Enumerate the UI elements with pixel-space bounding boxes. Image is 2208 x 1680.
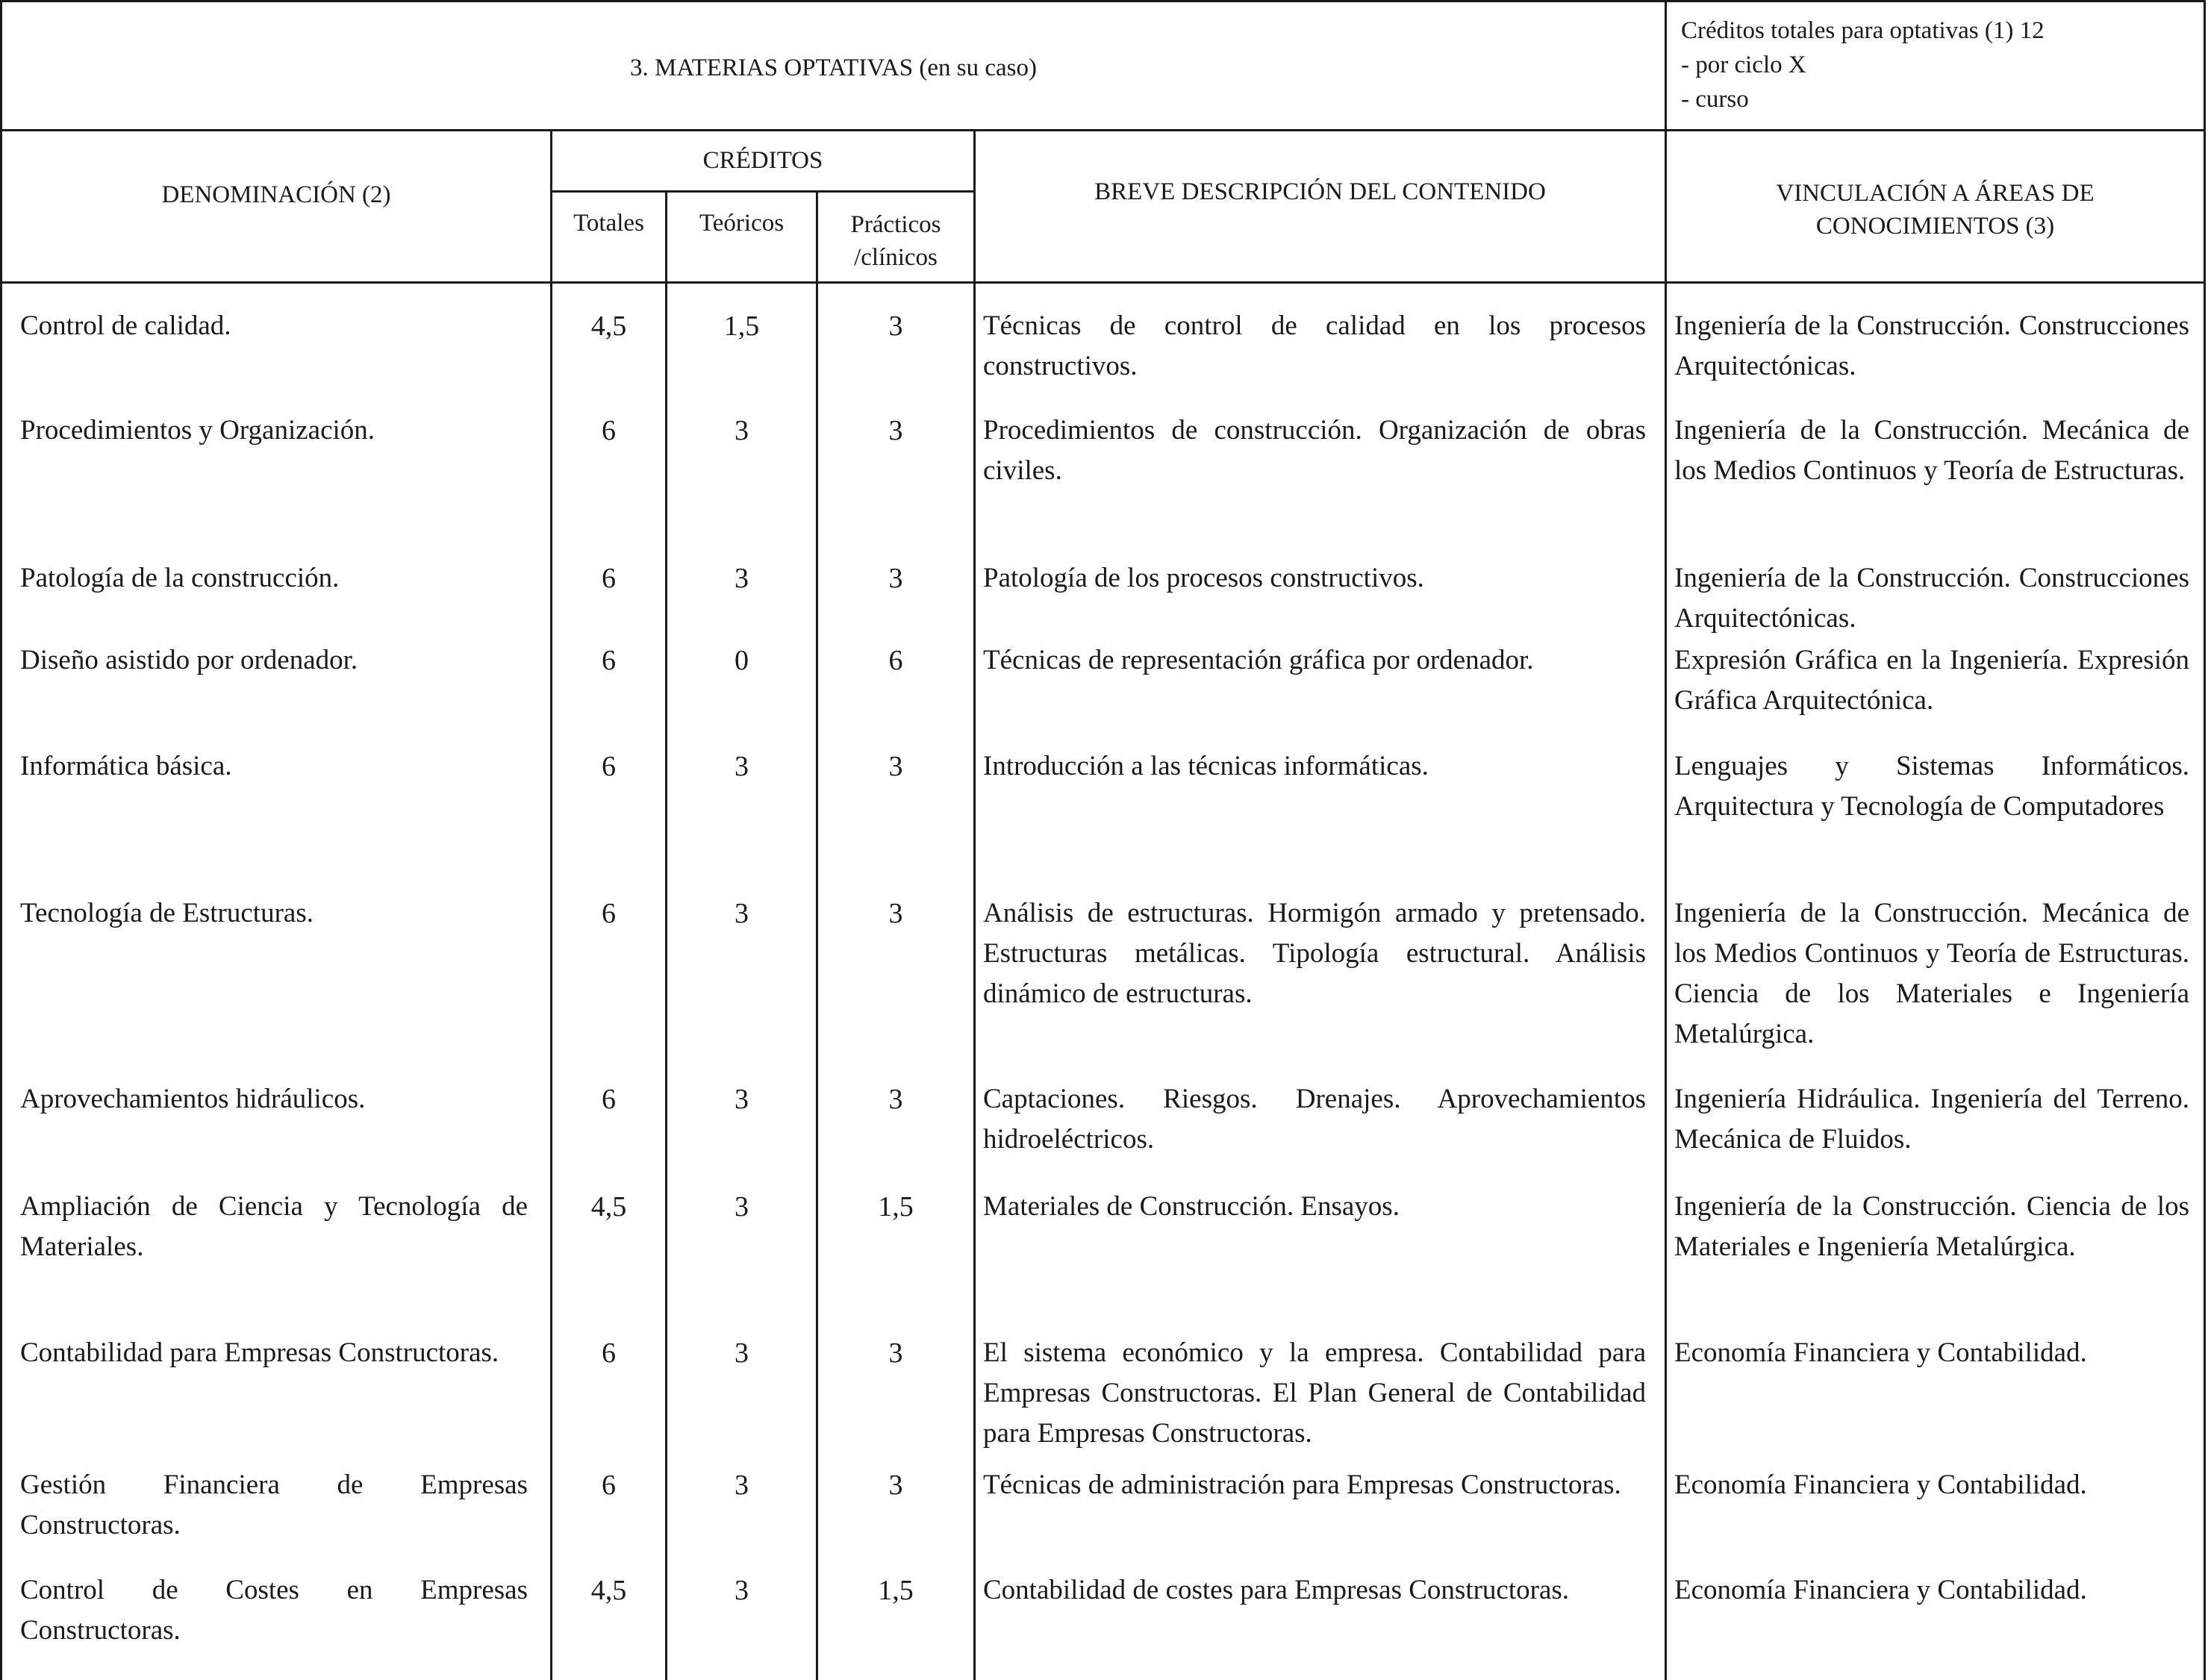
row-areas: Ingeniería Hidráulica. Ingeniería del Terreno. Mecánica de Fluidos. — [1674, 1084, 2189, 1155]
row-name: Control de calidad. — [20, 310, 231, 341]
row-practicos: 3 — [888, 751, 903, 782]
row-practicos: 3 — [888, 898, 903, 929]
title-bottom-border — [0, 129, 2206, 131]
section-title: 3. MATERIAS OPTATIVAS (en su caso) — [630, 54, 1037, 81]
row-areas: Expresión Gráfica en la Ingeniería. Expresión Gráfica Arquitectónica. — [1674, 645, 2189, 716]
row-teoricos: 3 — [735, 898, 749, 929]
row-teoricos: 1,5 — [723, 310, 760, 342]
row-practicos: 6 — [888, 645, 903, 676]
row-teoricos: 3 — [735, 1470, 749, 1501]
row-totales: 4,5 — [590, 1575, 627, 1606]
row-teoricos: 3 — [735, 1191, 749, 1222]
row-descripcion: Introducción a las técnicas informáticas. — [983, 751, 1429, 781]
row-name: Aprovechamientos hidráulicos. — [20, 1084, 366, 1114]
col-header-totales: Totales — [573, 210, 644, 237]
row-teoricos: 3 — [735, 1084, 749, 1115]
row-practicos: 1,5 — [878, 1575, 914, 1606]
row-areas: Ingeniería de la Construcción. Construcciones Arquitectónicas. — [1674, 310, 2189, 381]
row-name: Procedimientos y Organización. — [20, 415, 375, 446]
row-name: Informática básica. — [20, 751, 232, 781]
row-teoricos: 0 — [735, 645, 749, 676]
row-descripcion: Procedimientos de construcción. Organización de obras civiles. — [983, 415, 1646, 486]
row-areas: Ingeniería de la Construcción. Mecánica de los Medios Continuos y Teoría de Estructuras. — [1674, 415, 2189, 486]
row-name: Diseño asistido por ordenador. — [20, 645, 358, 675]
creditos-divider — [552, 190, 975, 193]
row-teoricos: 3 — [735, 751, 749, 782]
row-areas: Economía Financiera y Contabilidad. — [1674, 1575, 2087, 1605]
por-ciclo-line: - por ciclo X — [1681, 51, 1806, 78]
credits-total-line: Créditos totales para optativas (1) 12 — [1681, 17, 2045, 44]
col-header-vinculacion-1: VINCULACIÓN A ÁREAS DE — [1776, 180, 2095, 207]
left-border — [0, 0, 2, 1680]
row-totales: 6 — [602, 1084, 616, 1115]
row-totales: 6 — [602, 751, 616, 782]
header-bottom-border — [0, 281, 2206, 284]
row-name: Contabilidad para Empresas Constructoras. — [20, 1337, 499, 1368]
col-header-descripcion: BREVE DESCRIPCIÓN DEL CONTENIDO — [1094, 178, 1546, 205]
curso-line: - curso — [1681, 86, 1749, 113]
row-practicos: 3 — [888, 1337, 903, 1369]
row-practicos: 3 — [888, 415, 903, 446]
row-practicos: 3 — [888, 1470, 903, 1501]
row-teoricos: 3 — [735, 563, 749, 594]
row-name: Gestión Financiera de Empresas Constructoras. — [20, 1470, 528, 1540]
row-areas: Economía Financiera y Contabilidad. — [1674, 1470, 2087, 1500]
col-header-practicos-1: Prácticos — [850, 211, 941, 238]
row-teoricos: 3 — [735, 1337, 749, 1369]
col-header-creditos: CRÉDITOS — [702, 147, 823, 174]
col-header-practicos-2: /clínicos — [854, 244, 938, 271]
row-name: Control de Costes en Empresas Constructoras. — [20, 1575, 528, 1646]
row-areas: Economía Financiera y Contabilidad. — [1674, 1337, 2087, 1368]
row-totales: 6 — [602, 415, 616, 446]
col-header-denominacion: DENOMINACIÓN (2) — [161, 181, 391, 208]
col-header-vinculacion-2: CONOCIMIENTOS (3) — [1815, 213, 2055, 240]
row-descripcion: Contabilidad de costes para Empresas Constructoras. — [983, 1575, 1570, 1605]
row-name: Tecnología de Estructuras. — [20, 898, 314, 928]
row-areas: Ingeniería de la Construcción. Construcciones Arquitectónicas. — [1674, 563, 2189, 634]
col-header-teoricos: Teóricos — [699, 210, 785, 237]
row-practicos: 1,5 — [878, 1191, 914, 1222]
row-totales: 6 — [602, 563, 616, 594]
row-practicos: 3 — [888, 563, 903, 594]
row-areas: Ingeniería de la Construcción. Mecánica de los Medios Continuos y Teoría de Estructuras. Ciencia de los Materiales e Ingeniería Metalúrgica. — [1674, 898, 2189, 1049]
row-descripcion: Captaciones. Riesgos. Drenajes. Aprovechamientos hidroeléctricos. — [983, 1084, 1646, 1155]
right-border — [2204, 0, 2206, 1680]
row-name: Ampliación de Ciencia y Tecnología de Materiales. — [20, 1191, 528, 1262]
col-divider-areas — [1665, 0, 1667, 1680]
row-descripcion: Técnicas de representación gráfica por ordenador. — [983, 645, 1534, 675]
row-areas: Ingeniería de la Construcción. Ciencia de los Materiales e Ingeniería Metalúrgica. — [1674, 1191, 2189, 1262]
row-totales: 4,5 — [590, 1191, 627, 1222]
row-totales: 6 — [602, 645, 616, 676]
row-totales: 6 — [602, 1337, 616, 1369]
row-teoricos: 3 — [735, 415, 749, 446]
col-divider-desc — [973, 129, 976, 1680]
row-descripcion: Materiales de Construcción. Ensayos. — [983, 1191, 1400, 1222]
row-descripcion: Técnicas de control de calidad en los procesos constructivos. — [983, 310, 1646, 381]
row-descripcion: El sistema económico y la empresa. Contabilidad para Empresas Constructoras. El Plan General de Contabilidad para Empresas Constructoras. — [983, 1337, 1646, 1449]
row-descripcion: Técnicas de administración para Empresas Constructoras. — [983, 1470, 1621, 1500]
row-practicos: 3 — [888, 310, 903, 342]
row-totales: 6 — [602, 1470, 616, 1501]
row-name: Patología de la construcción. — [20, 563, 340, 593]
row-areas: Lenguajes y Sistemas Informáticos. Arquitectura y Tecnología de Computadores — [1674, 751, 2189, 822]
row-descripcion: Análisis de estructuras. Hormigón armado y pretensado. Estructuras metálicas. Tipología estructural. Análisis dinámico de estructuras. — [983, 898, 1646, 1009]
row-totales: 6 — [602, 898, 616, 929]
table-top-border — [0, 0, 2206, 2]
row-totales: 4,5 — [590, 310, 627, 342]
row-practicos: 3 — [888, 1084, 903, 1115]
row-descripcion: Patología de los procesos constructivos. — [983, 563, 1424, 593]
row-teoricos: 3 — [735, 1575, 749, 1606]
